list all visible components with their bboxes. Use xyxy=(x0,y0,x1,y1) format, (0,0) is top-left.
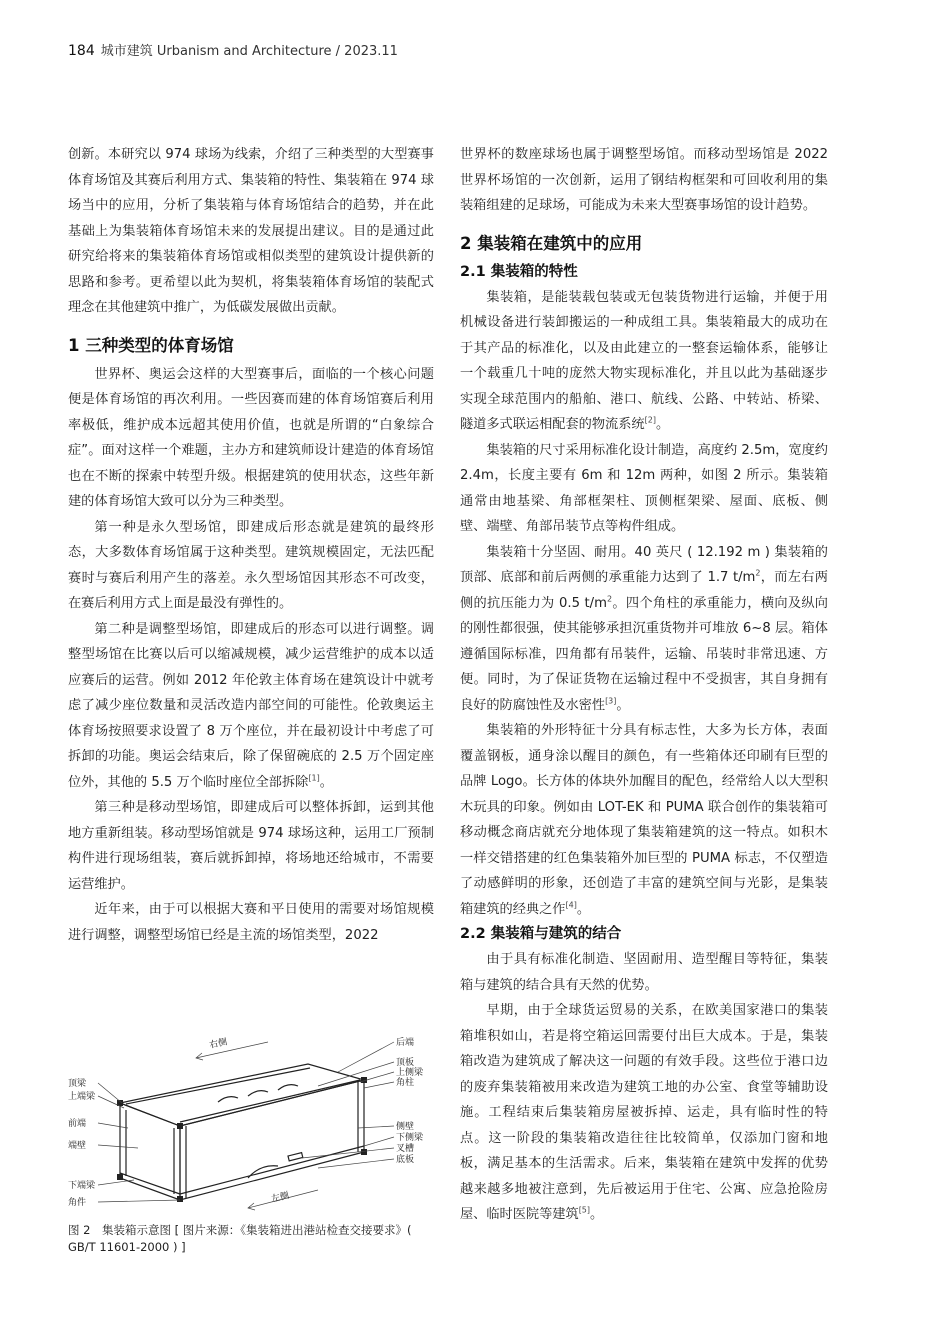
s21-p4-end: 。 xyxy=(576,901,591,917)
label-upper-end-beam: 上端梁 xyxy=(68,1092,96,1102)
s1-paragraph-3 xyxy=(68,617,434,796)
subsection-2-2-title: 2.2 集装箱与建筑的结合 xyxy=(460,926,622,942)
front-end-face xyxy=(120,1103,180,1200)
intro-paragraph: 创新。本研究以 974 球场为线索，介绍了三种类型的大型赛事体育场馆及其赛后利用方式、集装箱的特性、集装箱在 974 球场当中的应用，分析了集装箱与体育场馆结合的趋势，并在此基础上为集装箱体育场馆未来的发展提出建议。目的是通过此研究给将来的集装箱体育场馆或相似类型的建筑设计提供新的思路和参考。更希望以此为契机，将集装箱体育场馆的装配式理念在其他建筑中推广，为低碳发展做出贡献。 xyxy=(68,147,434,315)
journal-title: 城市建筑 Urbanism and Architecture / 2023.11 xyxy=(100,44,398,59)
label-top-plate: 顶板 xyxy=(396,1058,415,1068)
left-column xyxy=(68,142,434,948)
label-rear-end: 后端 xyxy=(396,1038,415,1048)
corner-fitting xyxy=(177,1123,183,1129)
label-top-beam: 顶梁 xyxy=(68,1079,87,1089)
upper-side-line xyxy=(180,1080,360,1122)
s21-paragraph-1 xyxy=(460,285,828,438)
continued-paragraph: 世界杯的数座球场也属于调整型场馆。而移动型场馆是 2022 世界杯场馆的一次创新，运用了钢结构框架和可回收利用的集装箱组建的足球场，可能成为未来大型赛事场馆的设计趋势。 xyxy=(460,147,828,213)
label-lower-end-beam: 下端梁 xyxy=(68,1181,96,1191)
reference-4: [4] xyxy=(565,900,577,910)
label-front-end: 前端 xyxy=(68,1119,87,1129)
s1-paragraph-5: 近年来，由于可以根据大赛和平日使用的需要对场馆规模进行调整，调整型场馆已经是主流的场馆类型，2022 xyxy=(68,902,434,943)
label-bottom-plate: 底板 xyxy=(396,1155,415,1165)
label-corner-fitting: 角件 xyxy=(68,1198,87,1208)
corner-fitting xyxy=(177,1196,183,1202)
leader-lower-side-beam xyxy=(364,1137,394,1146)
leader-rear-end xyxy=(338,1042,394,1072)
leader-lower-end-beam xyxy=(98,1180,134,1185)
reference-5: [5] xyxy=(578,1205,591,1215)
s1-p3-end: 。 xyxy=(319,774,333,790)
s21-p4-text: 集装箱的外形特征十分具有标志性，大多为长方体，表面覆盖钢板，通身涂以醒目的颜色，有一些箱体还印刷有巨型的品牌 Logo。长方体的体块外加醒目的配色，经常给人以大型积木玩具的印象。例如由 LOT-EK 和 PUMA 联合创作的集装箱可移动概念商店就充分地体现了集装箱建筑的这一特点。如积木一样交错搭建的红色集装箱外加巨型的 PUMA 标志，不仅塑造了动感鲜明的形象，还创造了丰富的建筑空间与光影，是集装箱建筑的经典之作 xyxy=(460,723,828,917)
lower-end-line xyxy=(120,1173,180,1194)
container-diagram xyxy=(68,1028,434,1222)
s22-paragraph-1: 由于具有标准化制造、坚固耐用、造型醒目等特征，集装箱与建筑的结合具有天然的优势。 xyxy=(460,952,828,993)
s1-paragraph-2: 第一种是永久型场馆，即建成后形态就是建筑的最终形态，大多数体育场馆属于这种类型。建筑规模固定，无法匹配赛时与赛后利用产生的落差。永久型场馆因其形态不可改变，在赛后利用方式上面是最没有弹性的。 xyxy=(68,519,434,611)
s22-p2-text: 早期，由于全球货运贸易的关系，在欧美国家港口的集装箱堆积如山，若是将空箱运回需要付出巨大成本。于是，集装箱改造为建筑成了解决这一问题的有效手段。这些位于港口边的废弃集装箱被用来改造为建筑工地的办公室、食堂等辅助设施。工程结束后集装箱房屋被拆掉、运走，具有临时性的特点。这一阶段的集装箱改造往往比较简单，仅添加门窗和地板，满足基本的生活需求。后来，集装箱在建筑中发挥的优势越来越多地被注意到，先后被运用于住宅、公寓、应急抢险房屋、临时医院等建筑 xyxy=(460,1003,828,1222)
label-upper-side-beam: 上侧梁 xyxy=(396,1068,424,1078)
lower-side-line xyxy=(180,1146,364,1194)
subsection-2-1-title: 2.1 集装箱的特性 xyxy=(460,263,578,280)
label-side-wall: 侧壁 xyxy=(396,1122,415,1132)
s21-p3-end: 。 xyxy=(616,697,630,713)
reference-1: [1] xyxy=(308,773,320,783)
corner-fitting xyxy=(361,1149,367,1155)
s22-paragraph-2 xyxy=(460,998,828,1228)
page-number: 184 xyxy=(68,43,95,59)
label-end-wall: 端壁 xyxy=(68,1141,87,1151)
s21-p1-end: 。 xyxy=(655,417,670,432)
s1-paragraph-1: 世界杯、奥运会这样的大型赛事后，面临的一个核心问题便是体育场馆的再次利用。一些因赛而建的体育场馆赛后利用率极低，维护成本远超其使用价值，也就是所谓的“白象综合症”。面对这样一个难题，主办方和建筑师设计建造的体育场馆也在不断的探索中转型升级。根据建筑的使用状态，这些年新建的体育场馆大致可以分为三种类型。 xyxy=(68,366,434,509)
reference-3: [3] xyxy=(605,696,617,706)
superscript-squared: 2 xyxy=(755,568,761,578)
section-2-title: 2 集装箱在建筑中的应用 xyxy=(460,233,643,253)
s22-p2-end: 。 xyxy=(590,1207,604,1222)
running-header xyxy=(68,40,398,59)
s21-paragraph-4 xyxy=(460,718,828,922)
label-fork-pocket: 叉槽 xyxy=(396,1144,415,1154)
right-column xyxy=(460,142,828,1228)
arrow-right-side xyxy=(196,1042,268,1058)
label-left-side: 左侧 xyxy=(270,1190,291,1205)
leader-front-end xyxy=(98,1123,128,1128)
leader-corner-fitting xyxy=(98,1200,180,1202)
leader-bottom-plate xyxy=(318,1159,394,1168)
side-face xyxy=(180,1080,364,1200)
label-lower-side-beam: 下侧梁 xyxy=(396,1133,424,1143)
leader-corner-post xyxy=(364,1082,394,1088)
container-diagram-svg xyxy=(68,1028,434,1218)
figure-caption: 图 2 集装箱示意图 [ 图片来源：《集装箱进出港站检查交接要求》( GB/T 11601-2000 ) ] xyxy=(68,1223,412,1254)
s21-paragraph-3 xyxy=(460,540,828,719)
s1-p3-text: 第二种是调整型场馆，即建成后的形态可以进行调整。调整型场馆在比赛以后可以缩减规模，减少运营维护的成本以适应赛后的运营。例如 2012 年伦敦主体育场在建筑设计中就考虑了减少座位数量和灵活改造内部空间的可能性。伦敦奥运主体育场按照要求设置了 8 万个座位，并在最初设计中考虑了可拆卸的功能。奥运会结束后，除了保留碗底的 2.5 万个固定座位外，其他的 5.5 万个临时座位全部拆除 xyxy=(68,621,434,790)
s1-paragraph-4: 第三种是移动型场馆，即建成后可以整体拆卸，运到其他地方重新组装。移动型场馆就是 974 球场这种，运用工厂预制构件进行现场组装，赛后就拆卸掉，将场地还给城市，不需要运营维护。 xyxy=(68,800,434,892)
section-1-title: 1 三种类型的体育场馆 xyxy=(68,335,234,355)
label-corner-post: 角柱 xyxy=(396,1078,415,1088)
reference-2: [2] xyxy=(644,415,656,425)
superscript-squared-2: 2 xyxy=(606,594,613,604)
leader-top-beam xyxy=(98,1083,122,1103)
s21-p3-text-c: 。四个角柱的承重能力，横向及纵向的刚性都很强，使其能够承担沉重货物并可堆放 6~8 层。箱体遵循国际标准，四角都有吊装件，运输、吊装时非常迅速、方便。同时，为了保证货物在运输过程中不受损害，其自身拥有良好的防腐蚀性及水密性 xyxy=(460,595,828,713)
s21-p3-text-a: 集装箱十分坚固、耐用。40 英尺 ( 12.192 m ) 集装箱的顶部、底部和前后两侧的承重能力达到了 1.7 t/m xyxy=(460,544,828,585)
s21-p1-text: 集装箱，是能装载包装或无包装货物进行运输，并便于用机械设备进行装卸搬运的一种成组工具。集装箱最大的成功在于其产品的标准化，以及由此建立的一整套运输体系，能够让一个载重几十吨的庞然大物实现标准化，并且以此为基础逐步实现全球范围内的船舶、港口、航线、公路、中转站、桥梁、隧道多式联运相配套的物流系统 xyxy=(460,289,828,432)
label-right-side: 右侧 xyxy=(208,1037,229,1051)
leader-end-wall xyxy=(98,1145,138,1148)
s21-p3-text-b: ，而左右两侧的抗压能力为 0.5 t/m xyxy=(460,570,828,611)
corner-fitting xyxy=(117,1174,123,1180)
s21-paragraph-2: 集装箱的尺寸采用标准化设计制造，高度约 2.5m，宽度约 2.4m，长度主要有 6m 和 12m 两种，如图 2 所示。集装箱通常由地基梁、角部框架柱、顶侧框架梁、屋面、底板、侧壁、端壁、角部吊装节点等构件组成。 xyxy=(460,442,828,534)
fork-pocket xyxy=(288,1153,303,1161)
